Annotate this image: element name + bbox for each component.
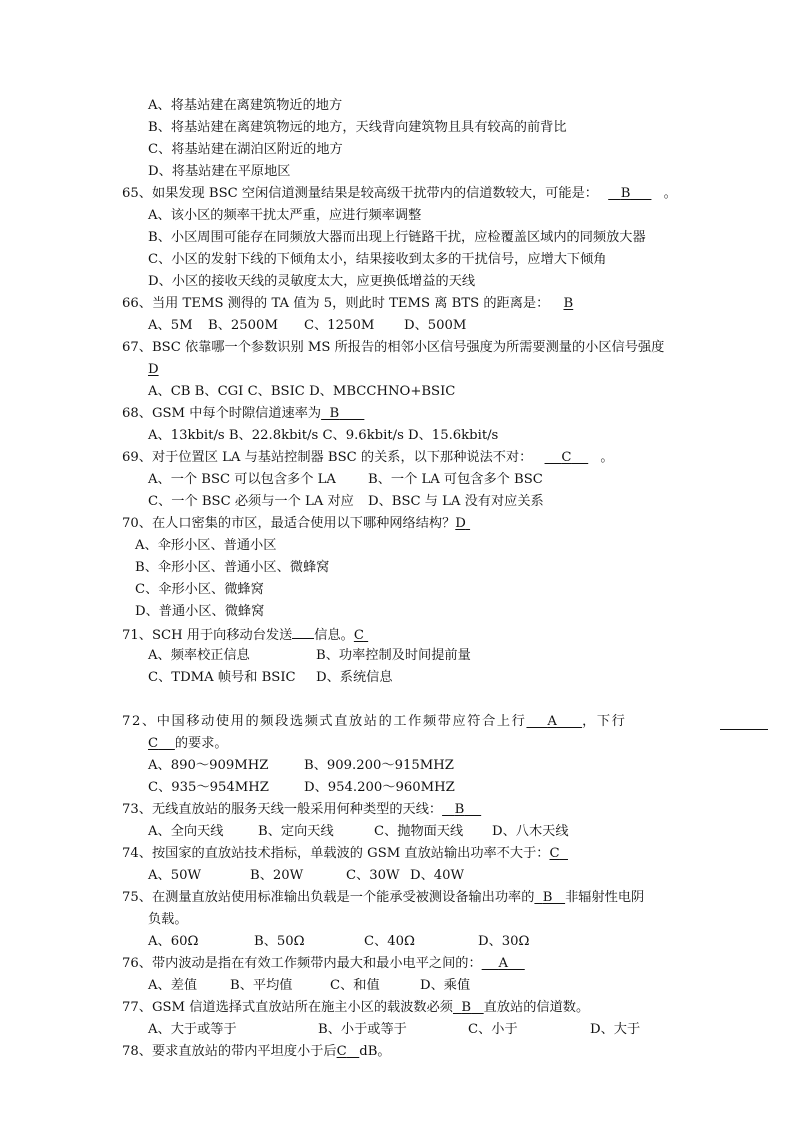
option-c: C、将基站建在湖泊区附近的地方 [148, 142, 343, 157]
option-b: B、功率控制及时间提前量 [316, 648, 471, 663]
question-72 [122, 712, 768, 732]
option-c: C、和值 [330, 978, 380, 993]
option-c: C、935～954MHZ [148, 780, 269, 795]
option-d: D、乘值 [420, 978, 471, 993]
option-a: A、一个 BSC 可以包含多个 LA [148, 472, 336, 487]
option-c: C、伞形小区、微蜂窝 [135, 582, 264, 597]
answer-letter: B [329, 406, 340, 421]
option-c: C、一个 BSC 必须与一个 LA 对应 [148, 494, 354, 509]
options-row: A、CB B、CGI C、BSIC D、MBCCHNO+BSIC [148, 384, 456, 399]
question-text-end: 非辐射性电阴 [565, 890, 645, 905]
option-c: C、1250M [304, 318, 375, 333]
option-d: D、八木天线 [492, 824, 569, 839]
options-row [148, 668, 393, 688]
answer [608, 184, 651, 204]
answer [321, 404, 364, 424]
question-69 [122, 448, 614, 468]
question-68 [122, 404, 364, 424]
answer [354, 626, 368, 646]
answer [534, 888, 565, 908]
answer [549, 844, 567, 864]
options-row [148, 470, 543, 490]
answer-letter: D [455, 516, 466, 531]
options-row [148, 866, 464, 886]
question-text: 75、在测量直放站使用标准输出负载是一个能承受被测设备输出功率的 [122, 890, 535, 905]
question-text: 66、当用 TEMS 测得的 TA 值为 5，则此时 TEMS 离 BTS 的距离是： [122, 296, 550, 311]
question-text: 72、中国移动使用的频段选频式直放站的工作频带应符合上行 [122, 714, 527, 729]
options-row [148, 756, 454, 776]
question-75-cont: 负载。 [148, 912, 188, 927]
option-d: D、将基站建在平原地区 [148, 164, 291, 179]
options-row [148, 1020, 640, 1040]
question-text: 69、对于位置区 LA 与基站控制器 BSC 的关系，以下那种说法不对： [122, 450, 533, 465]
answer [442, 800, 481, 820]
option-a: A、全向天线 [148, 824, 224, 839]
question-72-cont [148, 734, 228, 754]
question-text: 77、GSM 信道选择式直放站所在施主小区的载波数必须 [122, 1000, 453, 1015]
option-b: B、定向天线 [258, 824, 334, 839]
option-c: C、抛物面天线 [374, 824, 464, 839]
question-text-mid: ，下行 [582, 714, 627, 729]
answer [148, 360, 159, 380]
answer-2 [148, 734, 175, 754]
option-a: A、该小区的频率干扰太严重，应进行频率调整 [148, 208, 422, 223]
options-row [148, 316, 466, 336]
option-b: B、小区周围可能存在同频放大器而出现上行链路干扰，应检覆盖区域内的同频放大器 [148, 230, 646, 245]
option-b: B、一个 LA 可包含多个 BSC [368, 472, 543, 487]
options-row [148, 778, 455, 798]
question-78 [122, 1042, 391, 1062]
answer [545, 448, 589, 468]
options-row [148, 822, 569, 842]
answer-letter: C [353, 628, 364, 643]
answer-letter: C [336, 1044, 347, 1059]
answer [455, 514, 470, 534]
question-end: 。 [600, 450, 614, 465]
options-row [148, 492, 544, 512]
option-a: A、将基站建在离建筑物近的地方 [148, 98, 343, 113]
option-c: C、小区的发射下线的下倾角太小，结果接收到太多的干扰信号，应增大下倾角 [148, 252, 607, 267]
option-c: C、小于 [468, 1022, 518, 1037]
question-text-end: 直放站的信道数。 [483, 1000, 590, 1015]
option-b: B、平均值 [230, 978, 293, 993]
option-a: A、5M [148, 318, 193, 333]
answer-letter: C [549, 846, 560, 861]
answer: B [563, 296, 574, 311]
question-65 [122, 184, 677, 204]
answer [482, 954, 525, 974]
question-text: 70、在人口密集的市区，最适合使用以下哪种网络结构？ [122, 516, 456, 531]
question-text-end: 的要求。 [174, 736, 228, 751]
option-d: D、40W [410, 868, 465, 883]
option-c: C、40Ω [364, 934, 415, 949]
option-a: A、50W [148, 868, 202, 883]
option-d: D、普通小区、微蜂窝 [135, 604, 265, 619]
question-end: 。 [663, 186, 677, 201]
question-77 [122, 998, 589, 1018]
question-75 [122, 888, 644, 908]
answer-letter: B [542, 890, 553, 905]
answer [453, 998, 484, 1018]
question-text: 74、按国家的直放站技术指标，单载波的 GSM 直放站输出功率不大于： [122, 846, 550, 861]
option-d: D、30Ω [478, 934, 530, 949]
option-d: D、500M [404, 318, 467, 333]
option-a: A、60Ω [148, 934, 199, 949]
options-row [148, 976, 470, 996]
options-row [148, 646, 471, 666]
option-b: B、将基站建在离建筑物远的地方，天线背向建筑物且具有较高的前背比 [148, 120, 567, 135]
question-74 [122, 844, 568, 864]
option-d: D、小区的接收天线的灵敏度太大，应更换低增益的天线 [148, 274, 476, 289]
question-text: 78、要求直放站的带内平坦度小于后 [122, 1044, 337, 1059]
answer-letter: B [620, 186, 631, 201]
answer-letter: A [498, 956, 508, 971]
option-a: A、频率校正信息 [148, 648, 250, 663]
question-70 [122, 514, 470, 534]
option-c: C、TDMA 帧号和 BSIC [148, 670, 296, 685]
answer-letter: A [547, 714, 557, 729]
fill-blank [720, 715, 768, 730]
question-text: 76、带内波动是指在有效工作频带内最大和最小电平之间的： [122, 956, 482, 971]
answer-1 [526, 712, 582, 732]
question-text-end: 信息。 [314, 628, 354, 643]
answer-letter: C [148, 736, 159, 751]
fill-blank [292, 624, 314, 639]
answer-letter: C [561, 450, 572, 465]
option-b: B、909.200～915MHZ [304, 758, 454, 773]
option-a: A、伞形小区、普通小区 [135, 538, 277, 553]
options-row [148, 932, 529, 952]
option-d: D、系统信息 [316, 670, 393, 685]
question-text: 71、SCH 用于向移动台发送 [122, 628, 293, 643]
answer-letter: B [461, 1000, 472, 1015]
option-c: C、30W [346, 868, 400, 883]
answer-letter: B [454, 802, 465, 817]
option-b: B、50Ω [254, 934, 305, 949]
question-71 [122, 624, 368, 646]
option-a: A、890～909MHZ [148, 758, 269, 773]
answer-letter: D [148, 362, 159, 377]
option-a: A、大于或等于 [148, 1022, 237, 1037]
option-b: B、伞形小区、普通小区、微蜂窝 [135, 560, 330, 575]
question-76 [122, 954, 525, 974]
question-67: 67、BSC 依靠哪一个参数识别 MS 所报告的相邻小区信号强度为所需要测量的小区信号强度 [122, 340, 665, 355]
question-text: 65、如果发现 BSC 空闲信道测量结果是较高级干扰带内的信道数较大，可能是： [122, 186, 598, 201]
option-d: D、BSC 与 LA 没有对应关系 [368, 494, 544, 509]
option-b: B、小于或等于 [318, 1022, 407, 1037]
question-text: 68、GSM 中每个时隙信道速率为 [122, 406, 322, 421]
option-b: B、2500M [208, 318, 278, 333]
option-b: B、20W [250, 868, 304, 883]
question-text: 73、无线直放站的服务天线一般采用何种类型的天线： [122, 802, 443, 817]
option-a: A、差值 [148, 978, 198, 993]
option-d: D、大于 [590, 1022, 641, 1037]
question-73 [122, 800, 481, 820]
answer [337, 1042, 360, 1062]
question-66 [122, 294, 573, 314]
option-d: D、954.200～960MHZ [304, 780, 455, 795]
options-row: A、13kbit/s B、22.8kbit/s C、9.6kbit/s D、15.6kbit/s [148, 428, 499, 443]
question-text-end: dB。 [359, 1044, 391, 1059]
